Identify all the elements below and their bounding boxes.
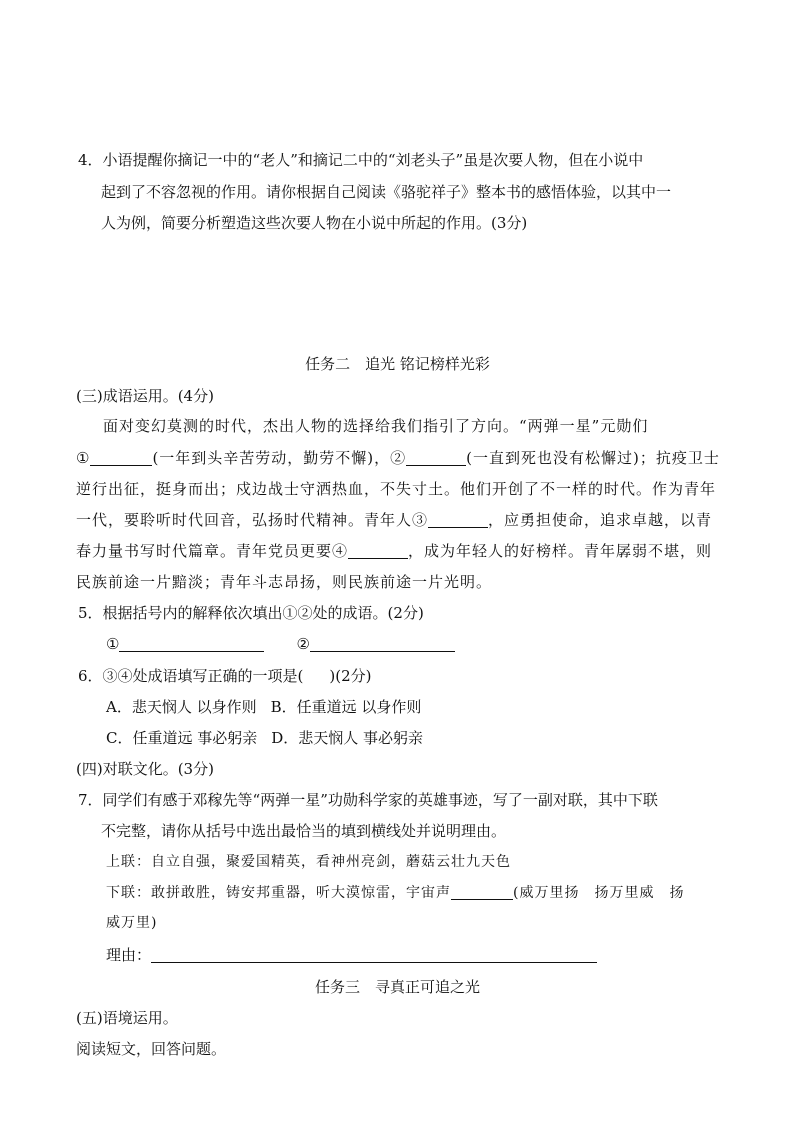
passage-line-3: 逆行出征，挺身而出；戍边战士守洒热血，不失寸土。他们开创了不一样的时代。作为青年 [76, 480, 717, 498]
q7-reason-label: 理由： [106, 946, 152, 964]
couplet-lower-options: (威万里扬 扬万里威 扬 [513, 885, 685, 901]
couplet-upper: 上联：自立自强，聚爱国精英，看神州亮剑，蘑菇云壮九天色 [106, 854, 511, 870]
passage-line-5-start: 春力量书写时代篇章。青年党员更要④ [76, 542, 349, 560]
q7-line-1: 7．同学们有感于邓稼先等“两弹一星”功勋科学家的英雄事迹，写了一副对联，其中下联 [78, 791, 658, 809]
q6-option-d[interactable]: D．悲天悯人 事必躬亲 [271, 729, 424, 747]
passage-line-4 [76, 510, 712, 530]
blank-3[interactable] [428, 512, 488, 528]
q6-options-row-1 [106, 697, 421, 717]
passage-line-4-start: 一代，要聆听时代回音，弘扬时代精神。青年人③ [76, 511, 429, 529]
q5-answers [106, 634, 455, 654]
blank-4[interactable] [348, 543, 408, 559]
section4-heading: (四)对联文化。(3分) [76, 760, 214, 778]
q4-line-1: 4．小语提醒你摘记一中的“老人”和摘记二中的“刘老头子”虽是次要人物，但在小说中 [78, 151, 644, 169]
passage-line-2 [76, 448, 720, 468]
blank-2[interactable] [406, 450, 466, 466]
blank-marker-1: ① [76, 449, 91, 467]
section5-instruction: 阅读短文，回答问题。 [76, 1040, 227, 1058]
q5-text: 5．根据括号内的解释依次填出①②处的成语。(2分) [78, 604, 424, 622]
passage-line-2-mid: (一年到头辛苦劳动，勤劳不懈)，② [152, 449, 407, 467]
q5-blank-1[interactable] [119, 636, 264, 652]
passage-line-1: 面对变幻莫测的时代，杰出人物的选择给我们指引了方向。“两弹一星”元勋们 [103, 417, 649, 435]
section5-heading: (五)语境运用。 [76, 1009, 178, 1027]
passage-line-2-end: (一直到死也没有松懈过)；抗疫卫士 [466, 449, 720, 467]
q5-mark-1: ① [106, 635, 120, 653]
q6-option-c[interactable]: C．任重道远 事必躬亲 [106, 729, 258, 747]
couplet-blank[interactable] [451, 884, 513, 900]
task3-title: 任务三 寻真正可追之光 [314, 978, 480, 996]
q5-blank-2[interactable] [310, 636, 455, 652]
q7-reason [106, 945, 597, 965]
passage-line-5 [76, 541, 712, 561]
q4-line-3: 人为例，简要分析塑造这些次要人物在小说中所起的作用。(3分) [101, 214, 528, 232]
q6-option-a[interactable]: A．悲天悯人 以身作则 [106, 698, 257, 716]
passage-line-4-end: ，应勇担使命，追求卓越，以青 [488, 511, 713, 529]
q4-line-2: 起到了不容忽视的作用。请你根据自己阅读《骆驼祥子》整本书的感悟体验，以其中一 [101, 183, 672, 201]
section3-heading: (三)成语运用。(4分) [76, 387, 214, 405]
blank-1[interactable] [90, 450, 152, 466]
q6-option-b[interactable]: B．任重道远 以身作则 [270, 698, 422, 716]
q6-text [78, 666, 372, 686]
q5-mark-2: ② [296, 635, 310, 653]
couplet-lower-cont: 威万里) [106, 915, 158, 931]
q6-options-row-2 [106, 728, 423, 748]
q7-reason-blank[interactable] [151, 947, 597, 963]
couplet-lower-start: 下联：敢拼敢胜，铸安邦重器，听大漠惊雷，宇宙声 [106, 885, 451, 901]
task2-title: 任务二 追光 铭记榜样光彩 [305, 355, 490, 373]
q6-text-b: )(2分) [329, 667, 372, 685]
q6-text-a: 6．③④处成语填写正确的一项是( [78, 667, 304, 685]
couplet-lower [106, 883, 684, 903]
passage-line-6: 民族前途一片黯淡；青年斗志昂扬，则民族前途一片光明。 [76, 573, 493, 591]
passage-line-5-end: ，成为年轻人的好榜样。青年孱弱不堪，则 [408, 542, 713, 560]
q7-line-2: 不完整，请你从括号中选出最恰当的填到横线处并说明理由。 [101, 822, 507, 840]
